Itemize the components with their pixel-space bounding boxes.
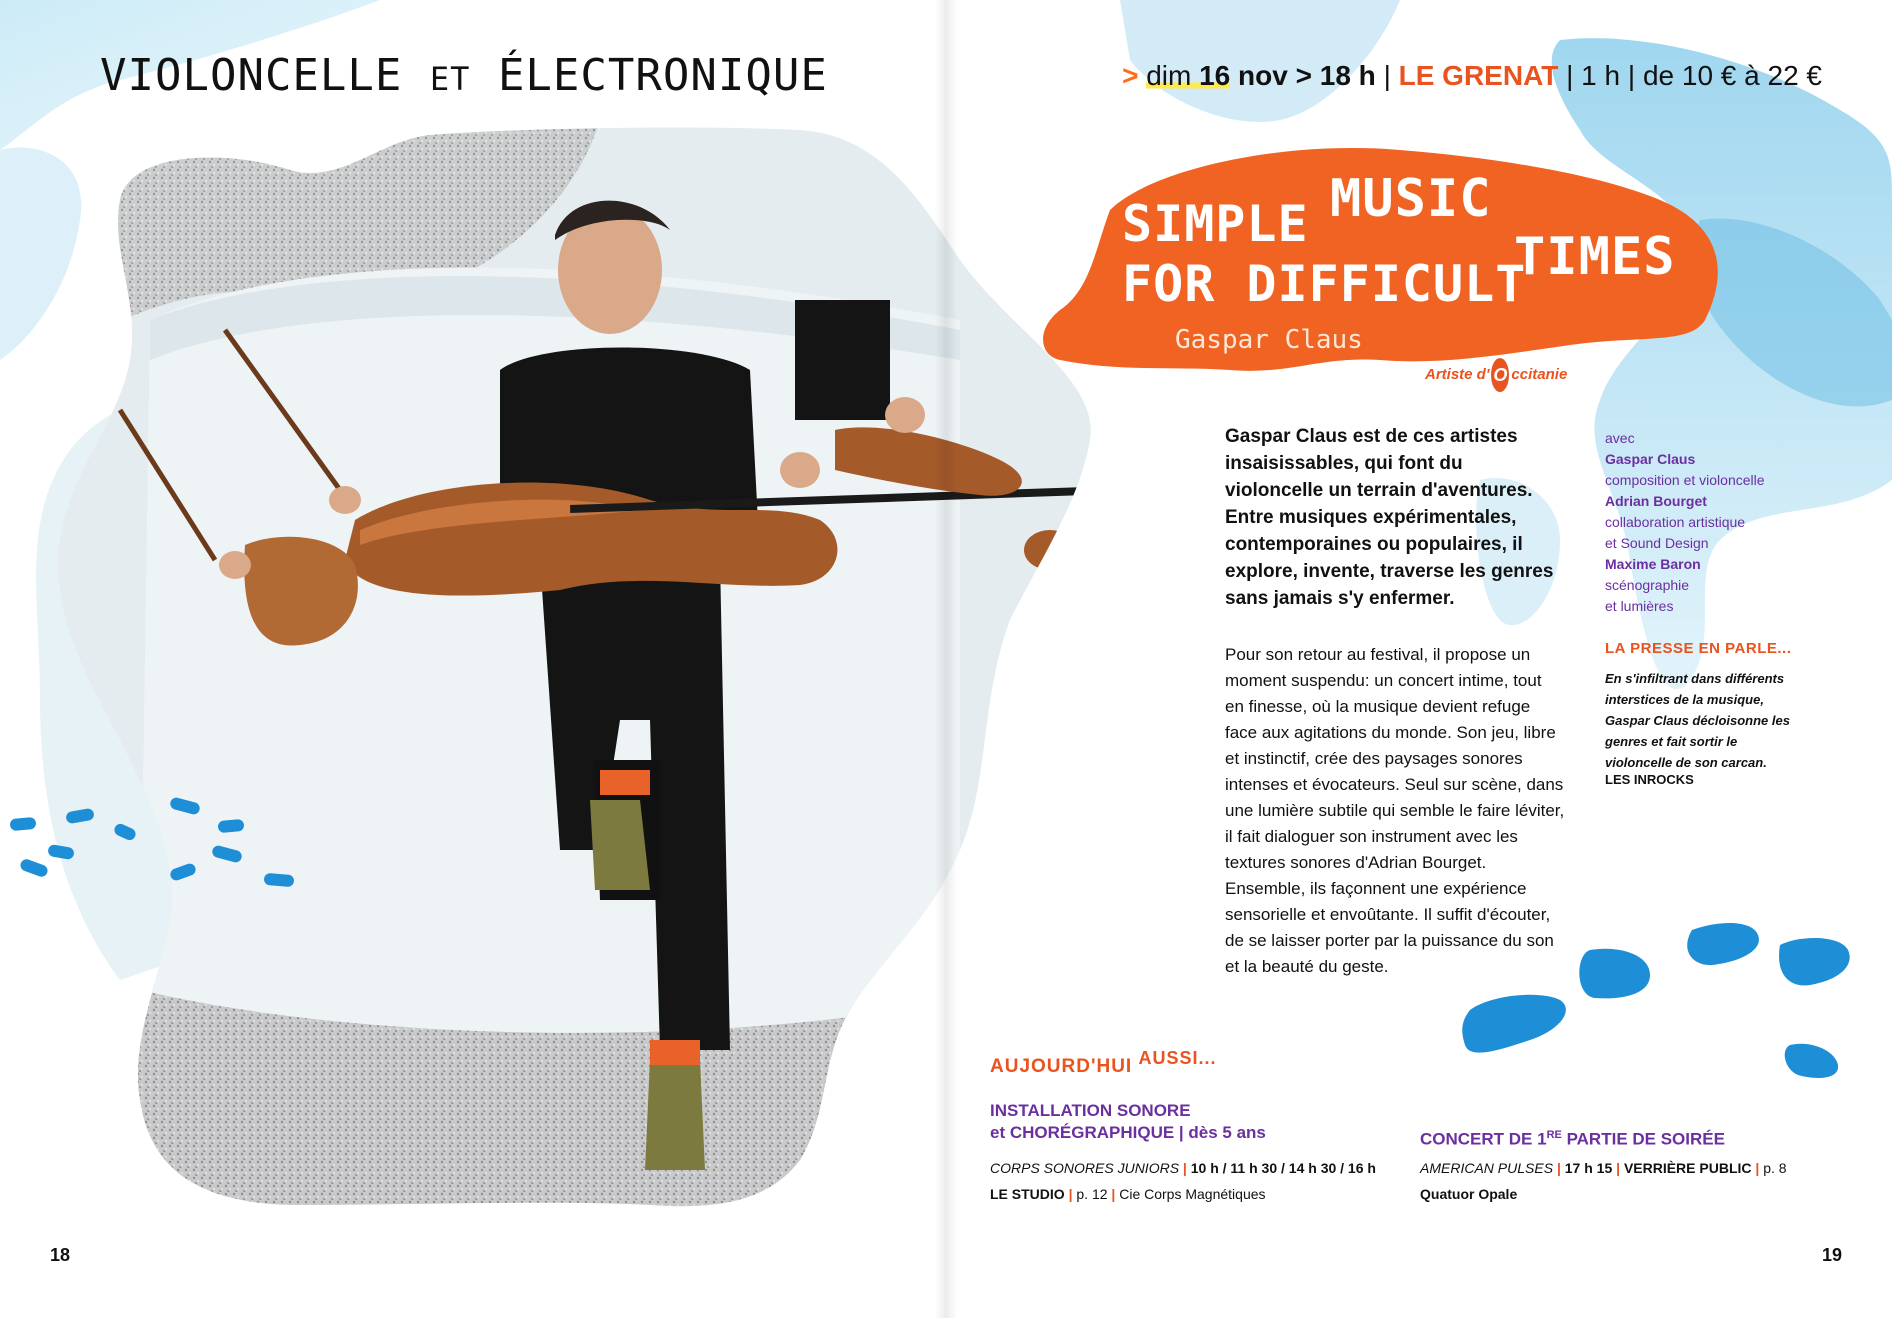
event2-title-a: CONCERT DE 1 — [1420, 1129, 1547, 1149]
title-simple: SIMPLE — [1122, 195, 1309, 253]
artist-name: Gaspar Claus — [1175, 325, 1363, 355]
date-day-highlight — [1146, 60, 1230, 91]
page-number-right: 19 — [1821, 1245, 1842, 1265]
event2-name: AMERICAN PULSES — [1420, 1160, 1554, 1176]
press-source: LES INROCKS — [1605, 772, 1694, 787]
event2-company: Quatuor Opale — [1420, 1186, 1518, 1202]
event1-place: LE STUDIO — [990, 1186, 1065, 1202]
price: de 10 € à 22 € — [1642, 60, 1822, 91]
event1-name: CORPS SONORES JUNIORS — [990, 1160, 1180, 1176]
credit-role-3b: et lumières — [1605, 598, 1674, 614]
date-month: nov — [1238, 60, 1288, 91]
sep-1: | — [1383, 60, 1391, 91]
title-times: TIMES — [1514, 227, 1676, 287]
date-day: dim — [1146, 60, 1192, 91]
also-today-a: AUJOURD'HUI — [990, 1056, 1133, 1077]
header-et: ET — [429, 60, 471, 98]
event2-sep2: | — [1616, 1160, 1621, 1176]
body-paragraph: Pour son retour au festival, il propose un moment suspendu: un concert intime, tout en finesse, où la musique devient refuge face aux agitations du monde. Son jeu, libre et instinctif, crée des paysages sonores intenses et évocateurs. Seul sur scène, dans une lumière subtile qui semble le faire léviter, il fait dialoguer son instrument avec les textures sonores d'Adrian Bourget. Ensemble, ils façonnent une expérience sensorielle et envoûtante. Il suffit d'écouter, de se laisser porter par la puissance du son et la beauté du geste. — [1225, 645, 1565, 976]
occitanie-suffix: ccitanie — [1511, 365, 1568, 383]
occitanie-prefix: Artiste d' — [1425, 365, 1490, 383]
title-music: MUSIC — [1330, 169, 1492, 229]
event2-sep3: | — [1755, 1160, 1760, 1176]
event1-sep2: | — [1068, 1186, 1073, 1202]
event2-time: 17 h 15 — [1564, 1160, 1613, 1176]
credit-name-1: Gaspar Claus — [1605, 451, 1696, 467]
event1-sep3: | — [1111, 1186, 1116, 1202]
event2-place: VERRIÈRE PUBLIC — [1623, 1160, 1752, 1176]
press-quote: En s'infiltrant dans différents interstices de la musique, Gaspar Claus décloisonne les genres et fait sortir le violoncelle de son carcan. — [1605, 671, 1790, 770]
date-num: 16 — [1199, 60, 1231, 91]
date-arrow: > — [1122, 60, 1139, 91]
credits-avec: avec — [1605, 430, 1635, 446]
lead-paragraph: Gaspar Claus est de ces artistes insaisissables, qui font du violoncelle un terrain d'aventures. Entre musiques expérimentales, contemporaines ou populaires, il explore, invente, traverse les genres sans jamais s'y enfermer. — [1225, 426, 1554, 609]
event2-sep1: | — [1556, 1160, 1561, 1176]
credit-role-1: composition et violoncelle — [1605, 472, 1765, 488]
event2-page: p. 8 — [1763, 1160, 1787, 1176]
event1-times: 10 h / 11 h 30 / 14 h 30 / 16 h — [1190, 1160, 1376, 1176]
credits-list — [1605, 428, 1815, 617]
page-number-left: 18 — [50, 1245, 71, 1265]
venue: LE GRENAT — [1398, 60, 1559, 91]
page-gutter — [935, 0, 957, 1318]
event1-company: Cie Corps Magnétiques — [1119, 1186, 1266, 1202]
also-today-heading — [990, 1048, 1217, 1078]
event2-title-sup: RE — [1546, 1129, 1562, 1141]
event2-title-b: PARTIE DE SOIRÉE — [1561, 1129, 1725, 1149]
credit-name-3: Maxime Baron — [1605, 556, 1701, 572]
event2-details — [1420, 1160, 1787, 1176]
header-sub: ÉLECTRONIQUE — [497, 50, 828, 101]
credit-role-3a: scénographie — [1605, 577, 1690, 593]
sep-2: | — [1566, 60, 1574, 91]
page-section-header — [100, 50, 828, 101]
occitanie-label — [1425, 358, 1567, 392]
credit-role-2b: et Sound Design — [1605, 535, 1709, 551]
sep-3: | — [1627, 60, 1636, 91]
also-today-b: AUSSI... — [1138, 1048, 1217, 1068]
event-date-line — [1122, 60, 1822, 92]
event-time: > 18 h — [1295, 60, 1376, 91]
press-title: LA PRESSE EN PARLE... — [1605, 640, 1792, 657]
event1-page: p. 12 — [1076, 1186, 1108, 1202]
event1-title — [990, 1100, 1350, 1144]
occitanie-o-logo: O — [1491, 358, 1509, 392]
credit-role-2a: collaboration artistique — [1605, 514, 1746, 530]
event1-title-a: INSTALLATION SONORE — [990, 1101, 1191, 1120]
event1-details — [990, 1160, 1376, 1176]
show-title — [1030, 145, 1720, 395]
credit-name-2: Adrian Bourget — [1605, 493, 1707, 509]
event2-title — [1420, 1124, 1780, 1151]
event1-title-b: et CHORÉGRAPHIQUE | dès 5 ans — [990, 1123, 1266, 1142]
title-for-difficult: FOR DIFFICULT — [1122, 255, 1527, 313]
header-main: VIOLONCELLE — [100, 50, 403, 101]
event1-location — [990, 1186, 1266, 1202]
duration: 1 h — [1581, 60, 1621, 91]
event1-sep1: | — [1182, 1160, 1187, 1176]
